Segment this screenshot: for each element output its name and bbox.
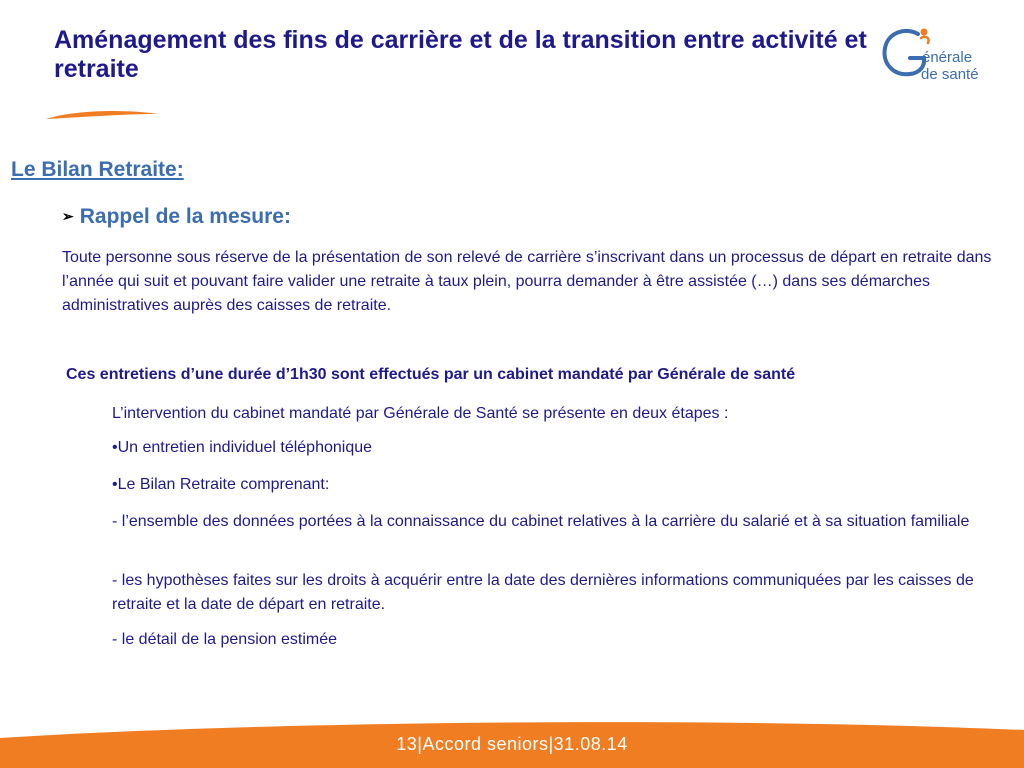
footer-text: 13|Accord seniors|31.08.14 bbox=[396, 734, 628, 754]
detail-hypotheses: - les hypothèses faites sur les droits à acquérir entre la date des dernières informations communiquées par les caisses de retraite et la date de départ en retraite. bbox=[112, 572, 974, 613]
arrow-bullet-icon: ➢ bbox=[62, 208, 74, 224]
slide-title: Aménagement des fins de carrière et de la transition entre activité et retraite bbox=[54, 26, 867, 83]
logo-g-mark bbox=[880, 24, 1000, 84]
logo-line-2: de santé bbox=[921, 66, 979, 83]
bullet-entretien: •Un entretien individuel téléphonique bbox=[112, 439, 373, 456]
orange-swoosh bbox=[44, 108, 160, 124]
intro-paragraph: Toute personne sous réserve de la présentation de son relevé de carrière s’inscrivant dans un processus de départ en retraite dans l’année qui suit et pouvant faire valider une retraite à taux plein, pourra demander à être assistée (…) dans ses démarches administratives auprès des caisses de retraite. bbox=[62, 249, 992, 314]
subsection-title-text: Rappel de la mesure: bbox=[79, 205, 291, 228]
detail-donnees: - l’ensemble des données portées à la connaissance du cabinet relatives à la carrière du salarié et à sa situation familiale bbox=[112, 513, 970, 530]
logo-line-1: énérale bbox=[922, 49, 973, 66]
section-title: Le Bilan Retraite: bbox=[11, 158, 184, 181]
intervention-paragraph: L’intervention du cabinet mandaté par Générale de Santé se présente en deux étapes : bbox=[112, 405, 729, 422]
generale-de-sante-logo bbox=[880, 24, 1000, 84]
detail-pension: - le détail de la pension estimée bbox=[112, 631, 338, 648]
subsection-title bbox=[62, 205, 291, 229]
lead-sentence: Ces entretiens d’une durée d’1h30 sont effectués par un cabinet mandaté par Générale de santé bbox=[66, 366, 796, 383]
bullet-bilan: •Le Bilan Retraite comprenant: bbox=[112, 476, 330, 493]
